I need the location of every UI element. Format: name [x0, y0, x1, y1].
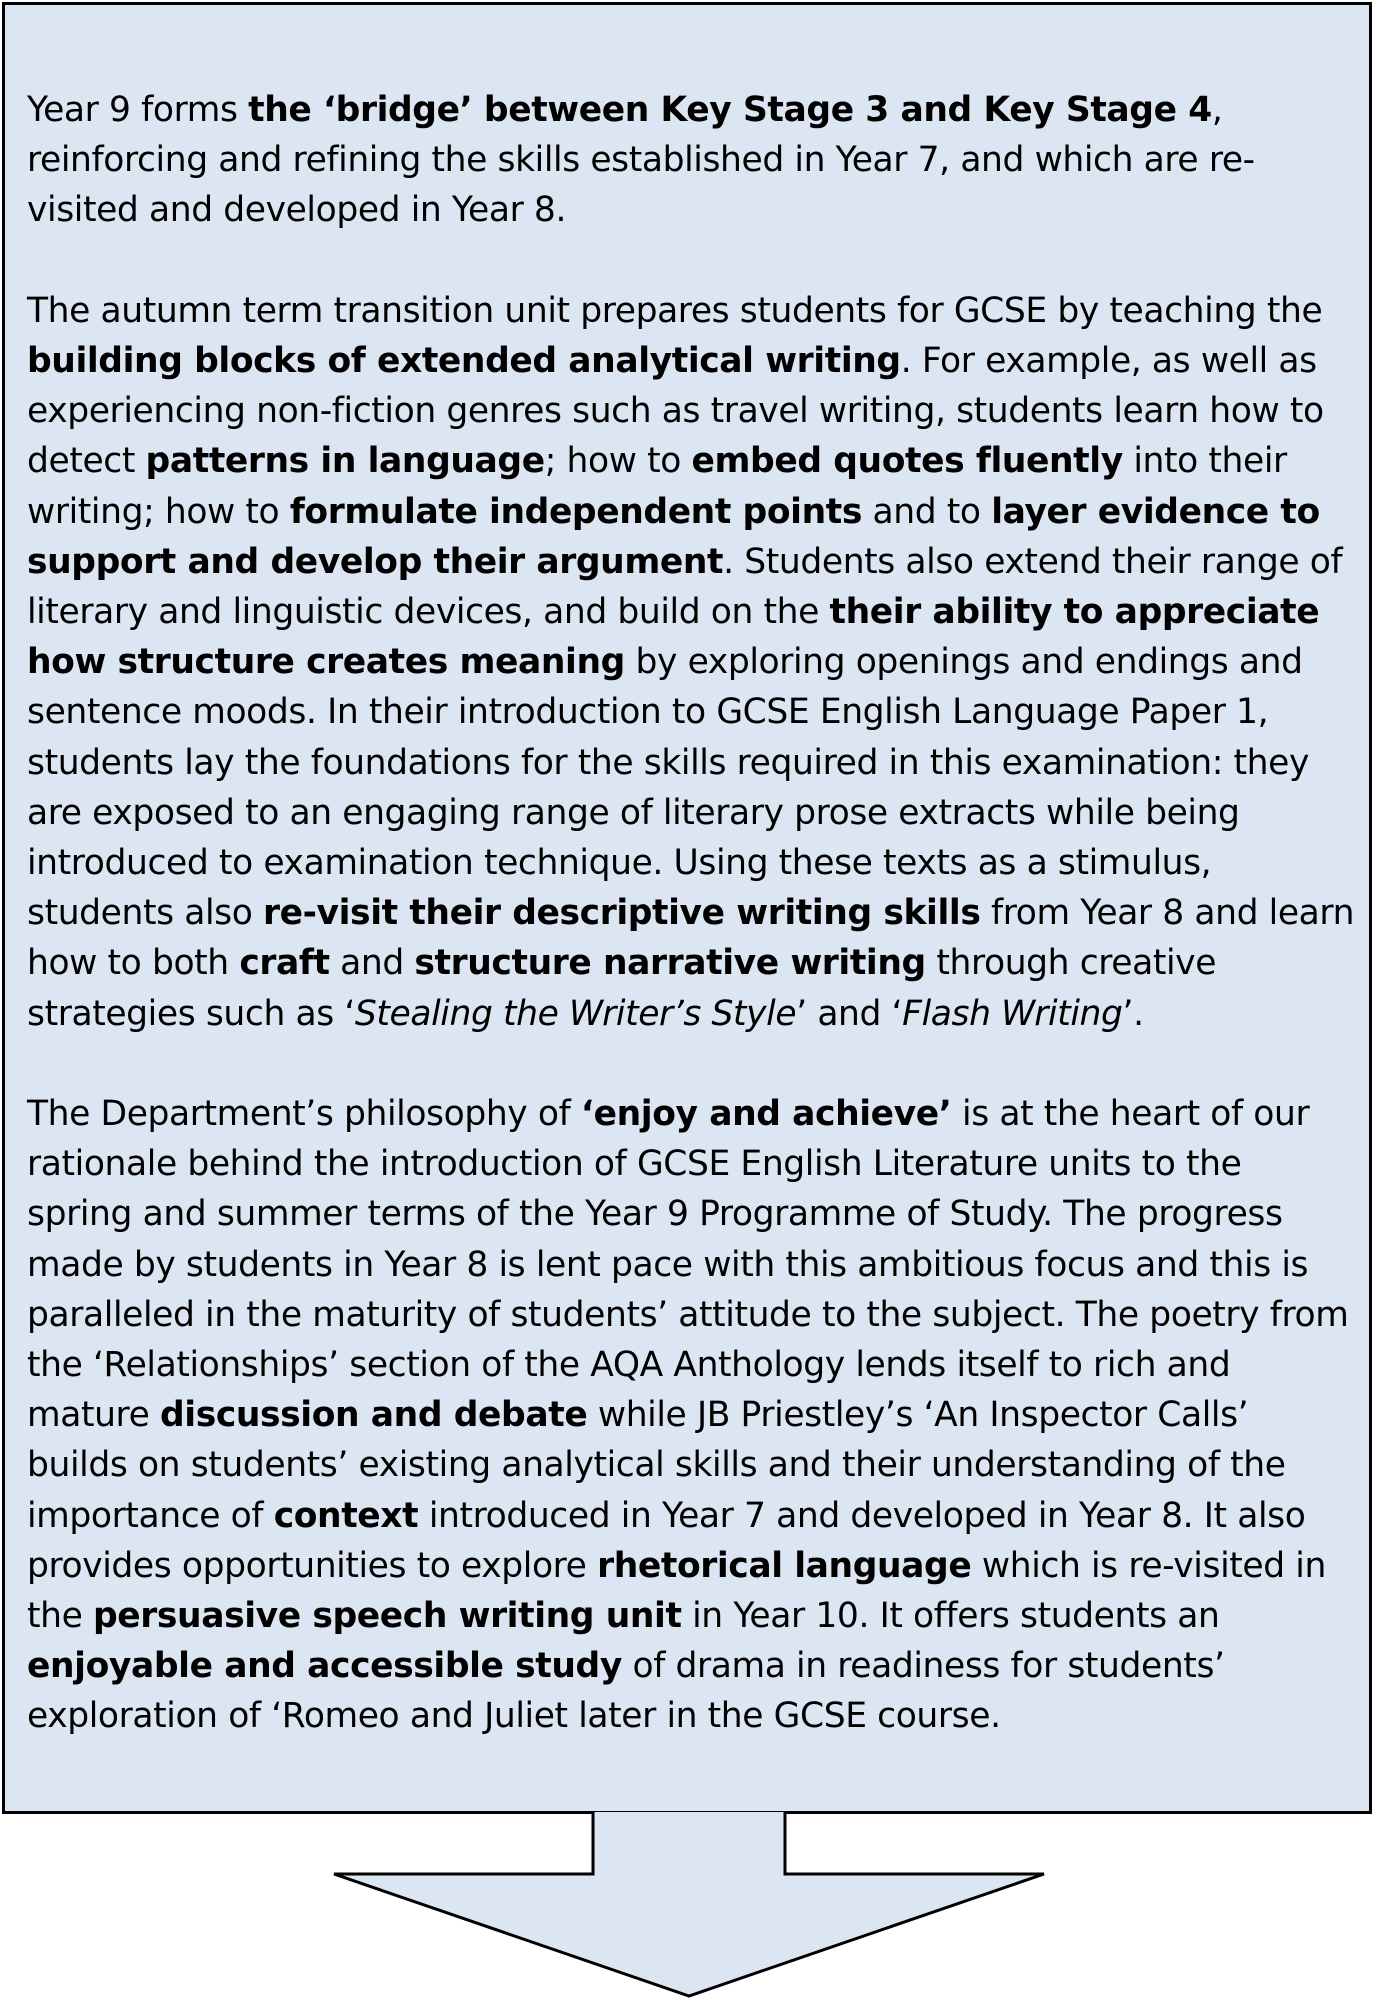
down-arrow-shape: [334, 1814, 1044, 1996]
bold-run: structure narrative writing: [414, 943, 926, 984]
paragraph-2: [27, 286, 1357, 1039]
text-run: , reinforcing and refining the skills established in Year 7, and which are re-visited and developed in Year 8.: [27, 90, 1255, 231]
bold-run: formulate independent points: [289, 491, 862, 532]
bold-run: context: [273, 1495, 419, 1536]
text-run: Year 9 forms: [27, 90, 249, 130]
text-run: into their writing; how to: [27, 441, 1287, 532]
text-run: The Department’s philosophy of: [27, 1094, 581, 1135]
bold-run: embed quotes fluently: [691, 441, 1123, 482]
bold-run: building blocks of extended analytical writing: [27, 341, 901, 381]
bold-run: ‘enjoy and achieve’: [580, 1094, 952, 1135]
text-run: from Year 8 and learn how to both: [27, 893, 1355, 984]
bold-run: rhetorical language: [597, 1545, 972, 1586]
text-run: . Students also extend their range of literary and linguistic devices, and build on the: [27, 541, 1343, 633]
text-run: of drama in readiness for students’ exploration of ‘Romeo and Juliet later in the GCSE course.: [27, 1646, 1225, 1737]
text-run: ’.: [1122, 993, 1144, 1034]
down-arrow-icon: [334, 1814, 1044, 1998]
callout-text: [27, 85, 1357, 1742]
bold-run: re-visit their descriptive writing skills: [263, 893, 981, 934]
down-arrow-callout-box: [2, 2, 1372, 1814]
bold-run: enjoyable and accessible study: [27, 1646, 622, 1687]
bold-run: persuasive speech writing unit: [93, 1596, 682, 1637]
bold-run: the ‘bridge’ between Key Stage 3 and Key Stage 4: [248, 90, 1212, 130]
text-run: . For example, as well as experiencing non-fiction genres such as travel writing, students learn how to detect: [27, 341, 1324, 482]
bold-run: craft: [239, 943, 330, 984]
bold-run: layer evidence to support and develop their argument: [27, 491, 1320, 582]
text-run: ’ and ‘: [796, 993, 903, 1034]
text-run: while JB Priestley’s ‘An Inspector Calls’ builds on students’ existing analytical skills and their understanding of the importance of: [27, 1395, 1286, 1536]
paragraph-1: [27, 85, 1357, 236]
text-run: through creative strategies such as ‘: [27, 943, 1217, 1034]
italic-run: Flash Writing: [902, 993, 1123, 1034]
text-run: ; how to: [544, 441, 692, 482]
text-run: introduced in Year 7 and developed in Year 8. It also provides opportunities to explore: [27, 1495, 1306, 1586]
bold-run: discussion and debate: [159, 1395, 588, 1436]
text-run: is at the heart of our rationale behind the introduction of GCSE English Literature units to the spring and summer terms of the Year 9 Programme of Study. The progress made by students in Year 8 is lent pace with this ambitious focus and this is paralleled in the maturity of students’ attitude to the subject. The poetry from the ‘Relationships’ section of the AQA Anthology lends itself to rich and mature: [27, 1094, 1349, 1436]
text-run: and: [329, 943, 415, 984]
bold-run: their ability to appreciate how structure creates meaning: [27, 592, 1320, 683]
paragraph-3: [27, 1089, 1357, 1742]
text-run: by exploring openings and endings and sentence moods. In their introduction to GCSE English Language Paper 1, students lay the foundations for the skills required in this examination: they are exposed to an engaging range of literary prose extracts while being introduced to examination technique. Using these texts as a stimulus, students also: [27, 642, 1309, 934]
text-run: The autumn term transition unit prepares students for GCSE by teaching the: [27, 290, 1323, 331]
text-run: and to: [861, 491, 992, 532]
italic-run: Stealing the Writer’s Style: [354, 993, 797, 1034]
text-run: in Year 10. It offers students an: [681, 1596, 1220, 1637]
bold-run: patterns in language: [145, 441, 545, 482]
text-run: which is re-visited in the: [27, 1545, 1326, 1637]
